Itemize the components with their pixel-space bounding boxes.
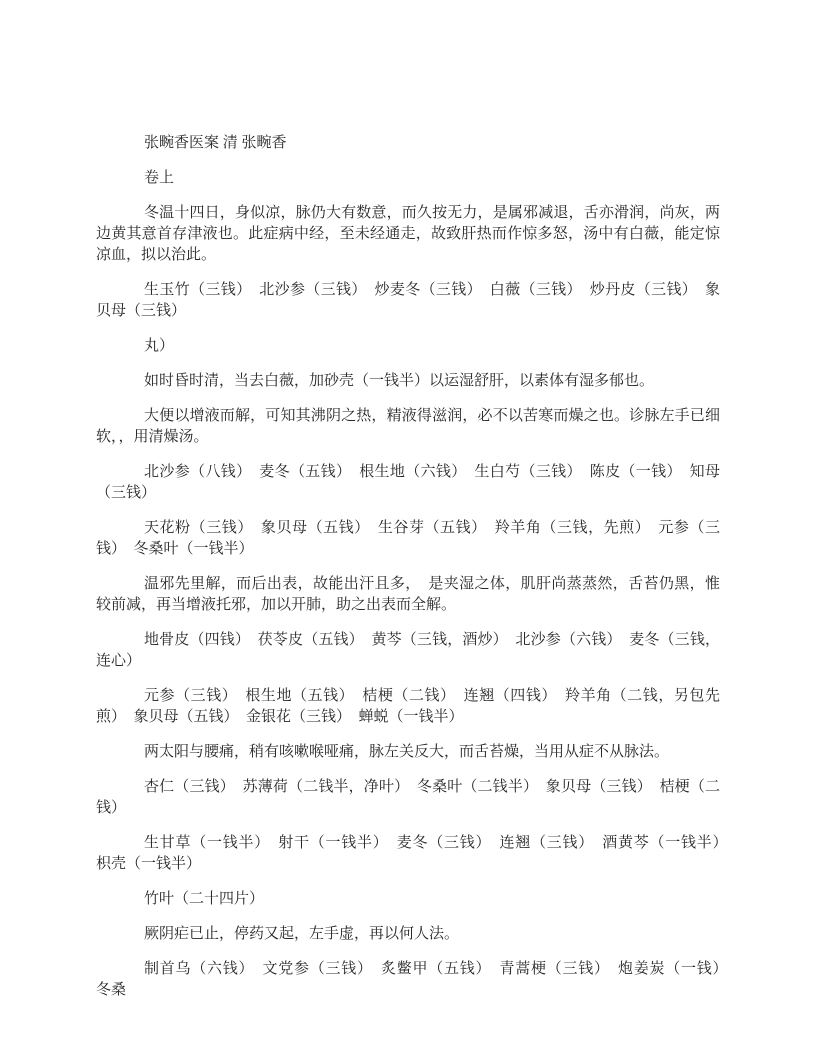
volume-heading: 卷上 [144,170,175,186]
case-note-paragraph: 大便以增液而解，可知其沸阴之热，精液得滋润，必不以苦寒而燥之也。诊脉左手已细软，，用清燥汤。 [96,408,720,445]
prescription-paragraph: 天花粉（三钱） 象贝母（五钱） 生谷芽（五钱） 羚羊角（三钱，先煎） 元参（三钱） 冬桑叶（一钱半） [96,520,720,557]
prescription-paragraph: 制首乌（六钱） 文党参（三钱） 炙鳖甲（五钱） 青蒿梗（三钱） 炮姜炭（一钱） 冬桑 [96,961,736,998]
prescription-fragment: 丸） [144,338,175,354]
case-note-paragraph: 冬温十四日，身似凉，脉仍大有数意，而久按无力，是属邪减退，舌亦滑润，尚灰，两边黄其意首存津液也。此症病中经，至未经通走，故致肝热而作惊多怒，汤中有白薇，能定惊凉血，拟以治此。 [96,205,720,263]
prescription-paragraph: 竹叶（二十四片） [144,891,265,907]
prescription-paragraph: 元参（三钱） 根生地（五钱） 桔梗（二钱） 连翘（四钱） 羚羊角（二钱，另包先煎） 象贝母（五钱） 金银花（三钱） 蝉蜕（一钱半） [96,688,720,725]
prescription-paragraph: 北沙参（八钱） 麦冬（五钱） 根生地（六钱） 生白芍（三钱） 陈皮（一钱） 知母（三钱） [96,464,720,501]
case-note-paragraph: 如时昏时清，当去白薇，加砂壳（一钱半）以运湿舒肝，以素体有湿多郁也。 [144,373,655,389]
case-note-paragraph: 厥阴疟已止，停药又起，左手虚，再以何人法。 [144,926,460,942]
case-note-paragraph: 温邪先里解，而后出表，故能出汗且多， 是夹湿之体，肌肝尚蒸蒸然，舌苔仍黑，惟较前减，再当增液托邪，加以开肺，助之出表而全解。 [96,576,720,613]
case-note-paragraph: 两太阳与腰痛，稍有咳嗽喉哑痛，脉左关反大，而舌苔燥，当用从症不从脉法。 [144,744,670,760]
prescription-paragraph: 生玉竹（三钱） 北沙参（三钱） 炒麦冬（三钱） 白薇（三钱） 炒丹皮（三钱） 象贝母（三钱） [96,282,720,319]
prescription-paragraph: 生甘草（一钱半） 射干（一钱半） 麦冬（三钱） 连翘（三钱） 酒黄芩（一钱半） 枳壳（一钱半） [96,835,736,872]
prescription-paragraph: 杏仁（三钱） 苏薄荷（二钱半，净叶） 冬桑叶（二钱半） 象贝母（三钱） 桔梗（二钱） [96,779,720,816]
prescription-paragraph: 地骨皮（四钱） 茯苓皮（五钱） 黄芩（三钱，酒炒） 北沙参（六钱） 麦冬（三钱，连心） [96,632,720,669]
document-title: 张畹香医案 清 张畹香 [144,135,287,151]
document-body [96,133,736,1001]
